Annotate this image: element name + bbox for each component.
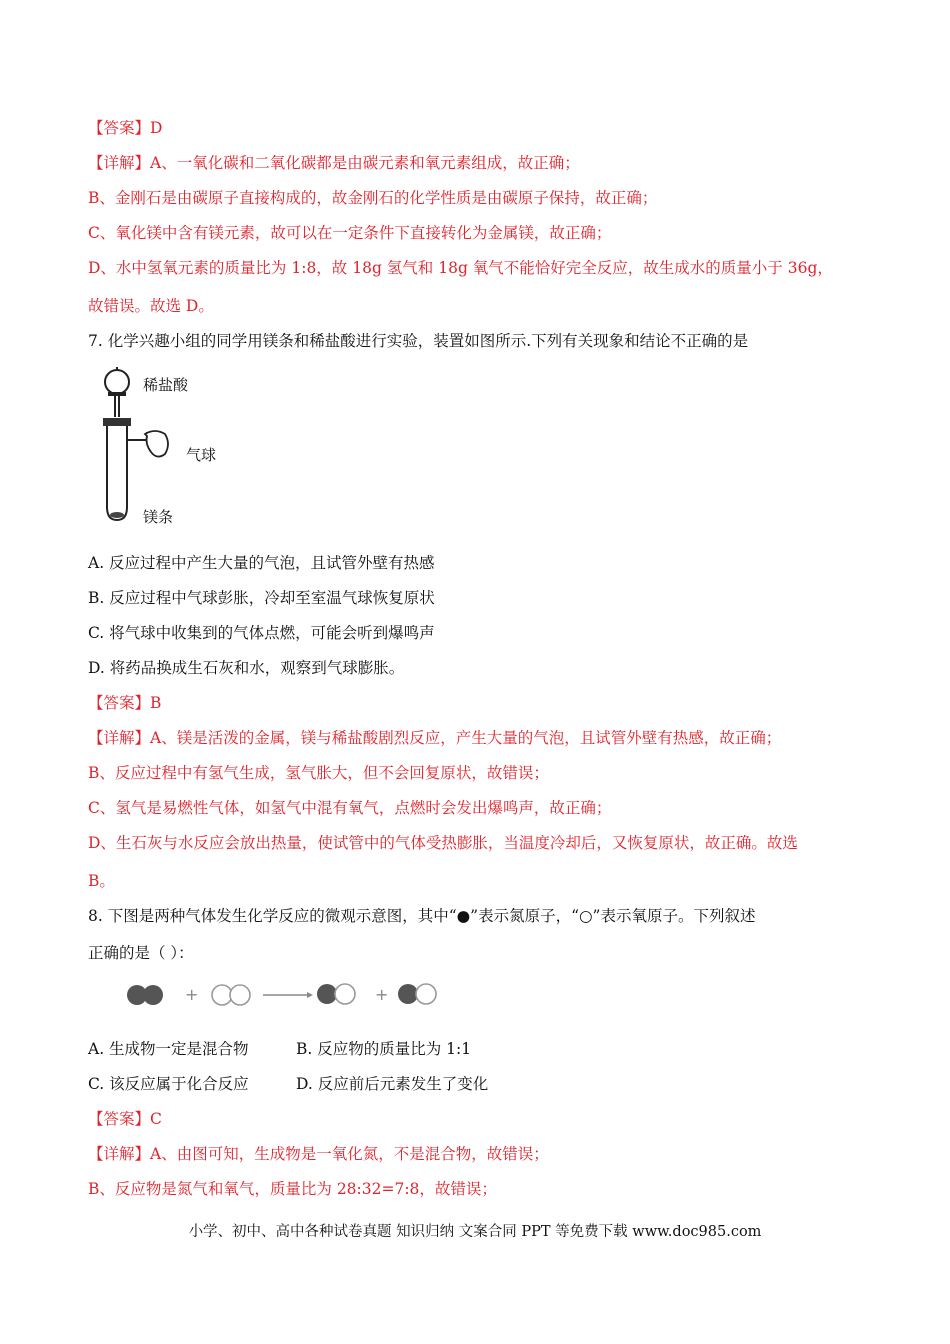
reaction-diagram (125, 978, 455, 1012)
q7-explain-line: C、氢气是易燃性气体，如氢气中混有氧气，点燃时会发出爆鸣声，故正确； (88, 799, 612, 817)
no-molecule-icon (398, 984, 436, 1004)
q8-explain-line: B、反应物是氮气和氧气，质量比为 28:32=7:8，故错误； (88, 1180, 497, 1198)
q6-answer: 【答案】D (88, 119, 163, 137)
q7-explain-line: B。 (88, 872, 115, 890)
arrow-right-icon (263, 992, 313, 998)
q7-explain-line: 【详解】A、镁是活泼的金属，镁与稀盐酸剧烈反应，产生大量的气泡，且试管外壁有热感，故正确； (88, 729, 782, 747)
balloon-icon (145, 431, 168, 457)
q6-explain-line: 【详解】A、一氧化碳和二氧化碳都是由碳元素和氧元素组成，故正确； (88, 154, 580, 172)
nitrogen-molecule-icon (127, 985, 163, 1005)
q8-option-b: B. 反应物的质量比为 1:1 (296, 1040, 472, 1058)
q8-option-c: C. 该反应属于化合反应 (88, 1075, 249, 1093)
q7-explain-line: B、反应过程中有氢气生成，氢气胀大，但不会回复原状，故错误； (88, 764, 549, 782)
label-acid: 稀盐酸 (143, 376, 189, 394)
q7-stem: 7. 化学兴趣小组的同学用镁条和稀盐酸进行实验，装置如图所示.下列有关现象和结论不正确的是 (88, 332, 749, 350)
test-tube-icon (107, 426, 127, 520)
q7-answer: 【答案】B (88, 694, 162, 712)
q7-explain-line: D、生石灰与水反应会放出热量，使试管中的气体受热膨胀，当温度冷却后，又恢复原状，故正确。故选 (88, 834, 798, 852)
q6-explain-line: D、水中氢氧元素的质量比为 1:8，故 18g 氢气和 18g 氧气不能恰好完全反应，故生成水的质量小于 36g， (88, 259, 833, 277)
no-molecule-icon (317, 984, 355, 1004)
magnesium-strip-icon (110, 512, 124, 518)
oxygen-molecule-icon (212, 985, 250, 1005)
q7-option-c: C. 将气球中收集到的气体点燃，可能会听到爆鸣声 (88, 624, 435, 642)
svg-text:+: + (375, 985, 389, 1004)
q8-answer: 【答案】C (88, 1110, 162, 1128)
q8-option-a: A. 生成物一定是混合物 (88, 1040, 249, 1058)
separatory-funnel-icon (105, 370, 129, 394)
q6-explain-line: 故错误。故选 D。 (88, 297, 214, 315)
svg-text:+: + (185, 985, 199, 1004)
q7-option-b: B. 反应过程中气球彭胀，冷却至室温气球恢复原状 (88, 589, 435, 607)
q8-stem-cont: 正确的是（ ）： (88, 944, 194, 962)
q8-option-d: D. 反应前后元素发生了变化 (296, 1075, 489, 1093)
q6-explain-line: C、氧化镁中含有镁元素，故可以在一定条件下直接转化为金属镁，故正确； (88, 224, 612, 242)
q6-explain-line: B、金刚石是由碳原子直接构成的，故金刚石的化学性质是由碳原子保持，故正确； (88, 189, 658, 207)
label-balloon: 气球 (186, 446, 217, 464)
label-magnesium: 镁条 (143, 508, 174, 526)
q8-stem: 8. 下图是两种气体发生化学反应的微观示意图，其中“●”表示氮原子，“○”表示氧原子。下列叙述 (88, 907, 756, 925)
q7-option-a: A. 反应过程中产生大量的气泡，且试管外壁有热感 (88, 554, 435, 572)
q7-option-d: D. 将药品换成生石灰和水，观察到气球膨胀。 (88, 659, 405, 677)
page-footer: 小学、初中、高中各种试卷真题 知识归纳 文案合同 PPT 等免费下载 www.doc985.com (188, 1224, 762, 1240)
q8-explain-line: 【详解】A、由图可知，生成物是一氧化氮，不是混合物，故错误； (88, 1145, 549, 1163)
